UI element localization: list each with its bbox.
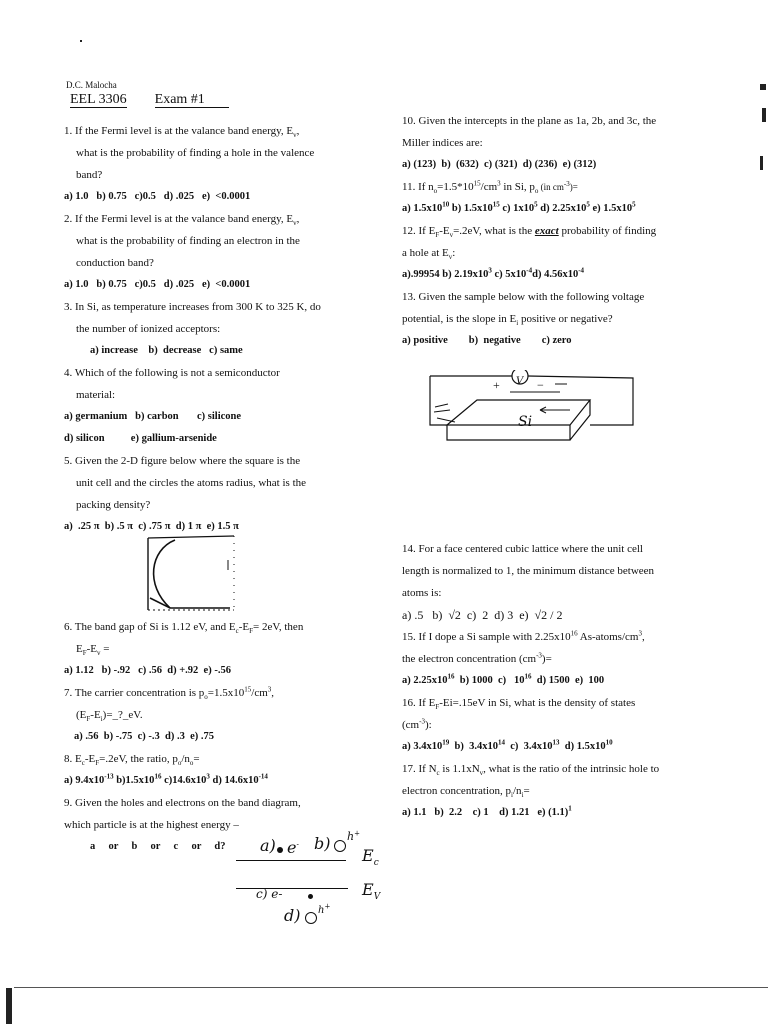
scan-mark <box>760 84 766 90</box>
question-10: 10. Given the intercepts in the plane as 1a, 2b, and 3c, the <box>402 115 657 127</box>
answer-choices-7: a) .56 b) -.75 c) -.3 d) .3 e) .75 <box>74 731 214 742</box>
exam-title: Exam #1 <box>155 92 230 108</box>
left-column: 1. If the Fermi level is at the valance band energy, $E_v$, what is the probability of finding a hole in the valence band? a) 1.0 b) 0.75 c)0.5 d) .025 e) <0.0001 2. If the Fermi level is at the valance band energy, $E_v$, what is the probability of finding an electron in the conduction band? a) 1.0 b) 0.75 c)0.5 d) .025 e) <0.0001 3. In Si, as temperature increases from 300 K to 325 K, do the number of ionized acceptors: a) increase b) decrease c) same 4. Which of the following is not a semiconductor material: a) germanium b) carbon c) silicone d) silicon e) gallium-arsenide 5. Given the 2-D figure below where the square is the unit cell and the circles the atoms radius, what is the packing density? a) .25 π b) .5 π c) .75 π d) 1 π e) 1.5 π <box>64 120 364 538</box>
question-17: 17. If $N_c$ is $1.1xN_v$, what is the ratio of the intrinsic hole to <box>402 763 660 778</box>
answer-choices-13: a) positive b) negative c) zero <box>402 335 572 346</box>
fig-si-label: Si <box>518 414 533 430</box>
author-name: D.C. Malocha <box>66 80 117 90</box>
answer-choices-2: a) 1.0 b) 0.75 c)0.5 d) .025 e) <0.0001 <box>64 279 251 290</box>
question-6: 6. The band gap of Si is 1.12 eV, and $E_c-E_F= 2eV$, then <box>64 621 304 636</box>
question-1: 1. If the Fermi level is at the valance band energy, $E_v$, <box>64 125 300 140</box>
answer-choices-4a: a) germanium b) carbon c) silicone <box>64 411 242 422</box>
answer-choices-11: a) $1.5x10^{10}$ b) $1.5x10^{15}$ c) $1x10^5$ d) $2.25x10^5$ e) $1.5x10^5$ <box>402 200 636 214</box>
question-2: 2. If the Fermi level is at the valance band energy, $E_v$, <box>64 213 300 228</box>
question-3: 3. In Si, as temperature increases from 300 K to 325 K, do <box>64 301 321 313</box>
question-4: 4. Which of the following is not a semiconductor <box>64 367 280 379</box>
answer-choices-17: a) 1.1 b) 2.2 c) 1 d) 1.21 e) $(1.1)^1$ <box>402 804 572 818</box>
question-9: 9. Given the holes and electrons on the band diagram, <box>64 797 301 809</box>
scan-mark <box>762 108 766 122</box>
question-8: 8. $E_c-E_F=.2eV$, the ratio, $p_o/n_o=$ <box>64 753 200 768</box>
hole-circle <box>334 840 346 852</box>
page-bottom-rule <box>14 987 768 988</box>
answer-choices-16: a) $3.4x10^{19}$ b) $3.4x10^{14}$ c) $3.4x10^{13}$ d) $1.5x10^{10}$ <box>402 738 613 752</box>
answer-choices-3: a) increase b) decrease c) same <box>90 345 243 356</box>
answer-choices-6: a) 1.12 b) -.92 c) .56 d) +.92 e) -.56 <box>64 665 231 676</box>
page-edge-mark <box>6 988 12 1024</box>
question-15: 15. If I dope a Si sample with $2.25x10^{16}$ $As-atoms/cm^3$, <box>402 629 645 643</box>
right-column: 10. Given the intercepts in the plane as 1a, 2b, and 3c, the Miller indices are: a) (123) b) (632) c) (321) d) (236) e) (312) 11. If $n_o=1.5*10^{15}/cm^3$ in Si, $p_o$ (in $cm^{-3})=$ a) $1.5x10^{10}$ b) $1.5x10^{15}$ c) $1x10^5$ d) $2.25x10^5$ e) $1.5x10^5$ 12. If $E_F-E_v=.2eV$, what is the exact probability of finding a hole at $E_v$: a).99954 b) $2.19x10^3$ c) $5x10^{-4}d$) $4.56x10^{-4}$ 13. Given the sample below with the following voltage potential, is the slope in $E_i$ positive or negative? a) positive b) negative c) zero <box>402 110 712 352</box>
question-12: 12. If $E_F-E_v=.2eV$, what is the exact probability of finding <box>402 225 657 240</box>
question-11: 11. If $n_o=1.5*10^{15}/cm^3$ in Si, $p_o$ (in $cm^{-3})=$ <box>402 179 578 196</box>
fig-voltage-label: V <box>516 376 524 387</box>
fig-plus-label: + <box>493 378 500 392</box>
scan-mark <box>80 40 82 42</box>
answer-choices-4b: d) silicon e) gallium-arsenide <box>64 433 217 444</box>
question-13: 13. Given the sample below with the following voltage <box>402 291 645 303</box>
question-5: 5. Given the 2-D figure below where the square is the <box>64 455 301 467</box>
answer-choices-8: a) $9.4x10^{-13}$ $b)1.5x10^{16}$ $c)14.6x10^3$ d) $14.6x10^{-14}$ <box>64 772 268 786</box>
answer-choices-14: a) .5 b) √2 c) 2 d) 3 e) √2 / 2 <box>402 608 563 622</box>
hole-circle-d <box>305 912 317 924</box>
electron-dot <box>277 847 283 853</box>
answer-choices-9: a or b or c or d? <box>90 841 226 852</box>
answer-choices-5: a) .25 π b) .5 π c) .75 π d) 1 π e) 1.5 π <box>64 521 239 532</box>
question-16: 16. If $E_F-Ei=.15eV$ in Si, what is the density of states <box>402 697 636 712</box>
band-diagram: a) e- b) h+ $E_c$ c) e- $E_V$ d) h+ <box>230 830 410 930</box>
conduction-band-line <box>236 860 346 861</box>
electron-dot-c <box>308 894 313 899</box>
right-lower-column: 14. For a face centered cubic lattice where the unit cell length is normalized to 1, the minimum distance between atoms is: a) .5 b) √2 c) 2 d) 3 e) √2 / 2 15. If I dope a Si sample with $2.25x10^{16}$ $As-atoms/cm^3$, the electron concentration $(cm^{-3})=$ a) $2.25x10^{16}$ b) 1000 c) $10^{16}$ d) 1500 e) 100 16. If $E_F-Ei=.15eV$ in Si, what is the density of states $(cm^{-3})$: a) $3.4x10^{19}$ b) $3.4x10^{14}$ c) $3.4x10^{13}$ d) $1.5x10^{10}$ 17. If $N_c$ is $1.1xN_v$, what is the ratio of the intrinsic hole to electron concentration, $p_i/n_i=$ a) 1.1 b) 2.2 c) 1 d) 1.21 e) $(1.1)^1$ <box>402 538 722 824</box>
course-code: EEL 3306 <box>70 92 127 107</box>
scan-mark <box>760 156 763 170</box>
unit-cell-figure <box>140 530 240 615</box>
answer-choices-1: a) 1.0 b) 0.75 c)0.5 d) .025 e) <0.0001 <box>64 191 251 202</box>
answer-choices-12: a).99954 b) $2.19x10^3$ c) $5x10^{-4}d$) $4.56x10^{-4}$ <box>402 266 585 280</box>
answer-choices-10: a) (123) b) (632) c) (321) d) (236) e) (312) <box>402 159 597 170</box>
answer-choices-15: a) $2.25x10^{16}$ b) 1000 c) $10^{16}$ d) 1500 e) 100 <box>402 672 605 686</box>
valence-band-line <box>236 888 348 889</box>
question-14: 14. For a face centered cubic lattice where the unit cell <box>402 543 643 555</box>
exam-header <box>70 92 229 108</box>
fig-minus-label: − <box>537 378 544 392</box>
left-lower-column: 6. The band gap of Si is 1.12 eV, and $E_c-E_F= 2eV$, then $E_F-E_v$ = a) 1.12 b) -.92 c) .56 d) +.92 e) -.56 7. The carrier concentration is $p_o=1.5x10^{15}/cm^3$, $(E_F-E_i)=\_?\_eV$. a) .56 b) -.75 c) -.3 d) .3 e) .75 8. $E_c-E_F=.2eV$, the ratio, $p_o/n_o=$ a) $9.4x10^{-13}$ $b)1.5x10^{16}$ $c)14.6x10^3$ d) $14.6x10^{-14}$ 9. Given the holes and electrons on the band diagram, which particle is at the highest energy – a or b or c or d? <box>64 616 374 858</box>
question-7: 7. The carrier concentration is $p_o=1.5x10^{15}/cm^3$, <box>64 685 275 702</box>
